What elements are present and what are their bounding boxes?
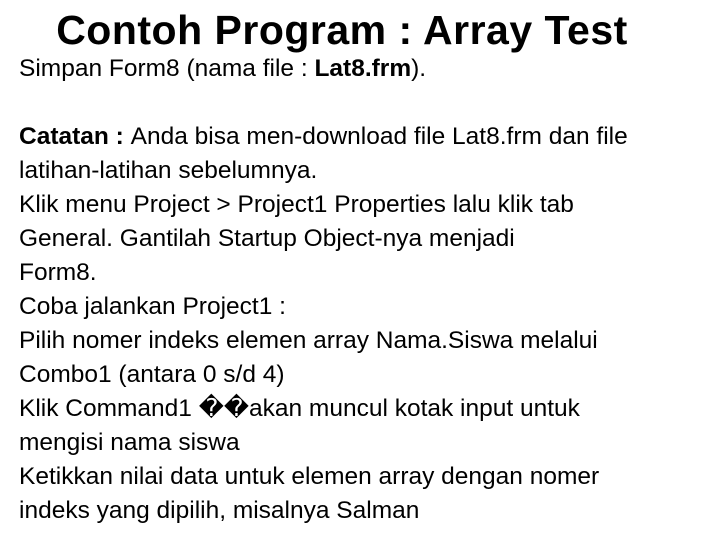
text-line: Form8. <box>19 259 97 286</box>
text-line: Combo1 (antara 0 s/d 4) <box>19 361 285 388</box>
text-line: Klik menu Project > Project1 Properties lalu klik tab <box>19 191 574 218</box>
text-line: mengisi nama siswa <box>19 429 240 456</box>
intro-suffix: ). <box>411 55 427 82</box>
paragraph-spacer <box>19 86 709 120</box>
catatan-text: Anda bisa men-download file Lat8.frm dan file <box>130 123 628 150</box>
text-line: General. Gantilah Startup Object-nya menjadi <box>19 225 515 252</box>
slide-body <box>19 52 709 528</box>
catatan-line-2: latihan-latihan sebelumnya. <box>19 157 318 184</box>
catatan-line <box>19 120 709 154</box>
intro-filename: Lat8.frm <box>314 55 412 82</box>
text-line: indeks yang dipilih, misalnya Salman <box>19 497 420 524</box>
catatan-label: Catatan : <box>19 123 131 150</box>
text-line: Coba jalankan Project1 : <box>19 293 286 320</box>
text-line: Pilih nomer indeks elemen array Nama.Siswa melalui <box>19 327 598 354</box>
intro-line <box>19 52 709 86</box>
text-line: Klik Command1 ��akan muncul kotak input untuk <box>19 395 580 422</box>
intro-prefix: Simpan Form8 (nama file : <box>19 55 315 82</box>
slide-title: Contoh Program : Array Test <box>56 7 628 53</box>
text-line: Ketikkan nilai data untuk elemen array dengan nomer <box>19 463 600 490</box>
